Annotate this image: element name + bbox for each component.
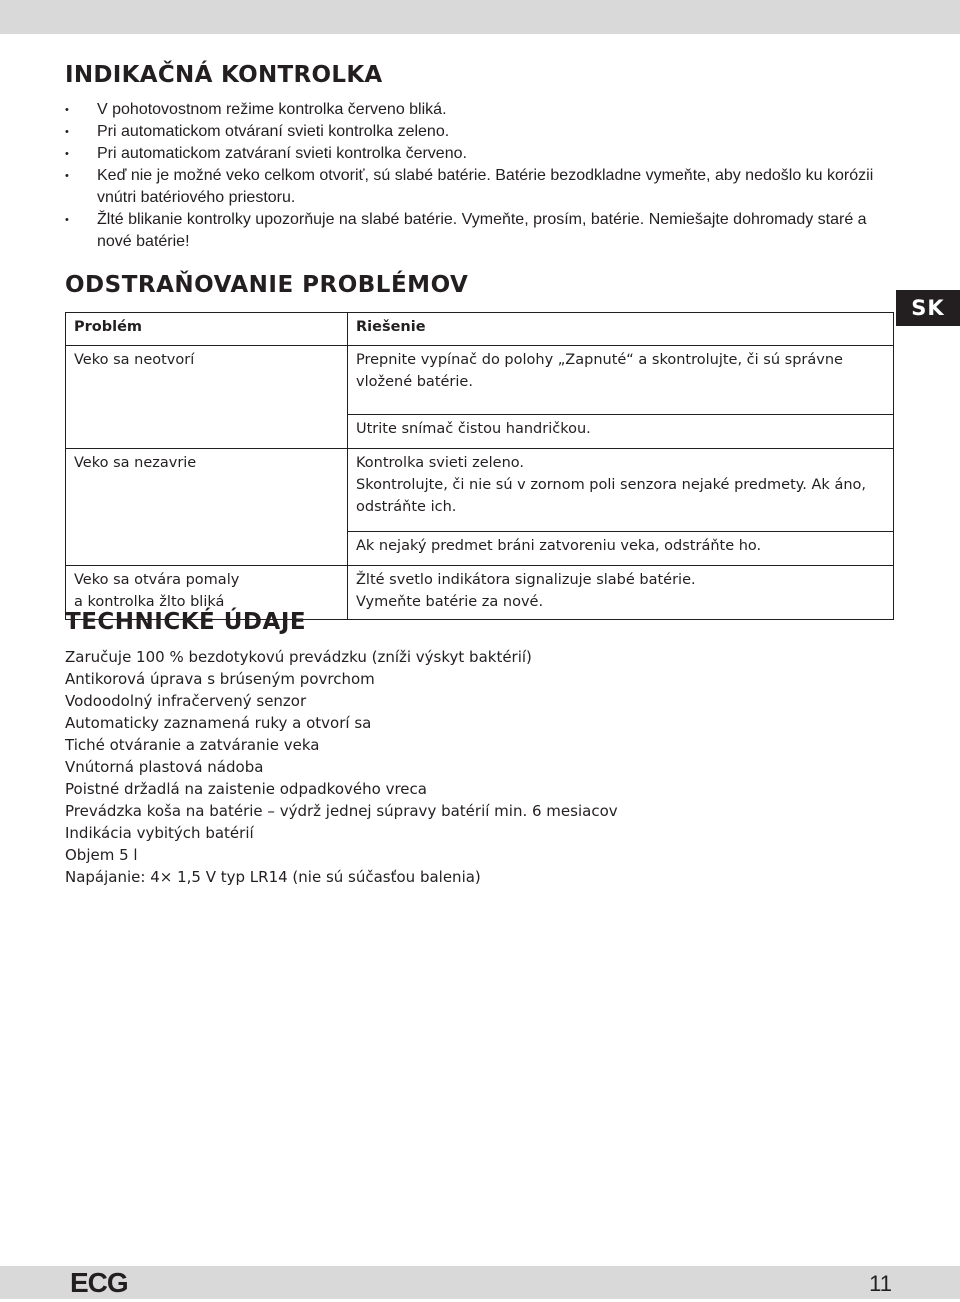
problem-cell: Veko sa neotvorí — [66, 346, 348, 449]
indicator-title: INDIKAČNÁ KONTROLKA — [65, 62, 383, 88]
brand-logo: ECG — [70, 1267, 128, 1298]
specs-list — [65, 646, 618, 888]
solution-cell: Ak nejaký predmet bráni zatvoreniu veka, odstráňte ho. — [348, 532, 894, 566]
indicator-item-text: Keď nie je možné veko celkom otvoriť, sú slabé batérie. Batérie bezodkladne vymeňte, aby nedošlo ku korózii vnútri batériového priestoru. — [97, 167, 874, 206]
bullet-icon: • — [65, 170, 69, 182]
problem-cell: Veko sa otvára pomaly a kontrolka žlto bliká — [66, 566, 348, 620]
specs-title: TECHNICKÉ ÚDAJE — [65, 609, 307, 635]
spec-item: Tiché otváranie a zatváranie veka — [65, 736, 320, 754]
troubleshooting-table — [65, 312, 894, 620]
table-row — [66, 346, 894, 415]
indicator-item-text: Pri automatickom otváraní svieti kontrolka zeleno. — [97, 123, 450, 140]
bullet-icon: • — [65, 104, 69, 116]
indicator-list — [65, 99, 905, 253]
solution-cell: Utrite snímač čistou handričkou. — [348, 415, 894, 449]
troubleshooting-body — [66, 346, 894, 620]
bullet-icon: • — [65, 126, 69, 138]
solution-cell: Prepnite vypínač do polohy „Zapnuté“ a skontrolujte, či sú správne vložené batérie. — [348, 346, 894, 415]
bullet-icon: • — [65, 148, 69, 160]
indicator-item-text: V pohotovostnom režime kontrolka červeno bliká. — [97, 101, 447, 118]
solution-cell: Žlté svetlo indikátora signalizuje slabé batérie. Vymeňte batérie za nové. — [348, 566, 894, 620]
spec-item: Vodoodolný infračervený senzor — [65, 692, 307, 710]
bullet-icon: • — [65, 214, 69, 226]
spec-item: Zaručuje 100 % bezdotykovú prevádzku (zníži výskyt baktérií) — [65, 648, 532, 666]
indicator-item — [65, 121, 905, 143]
spec-item: Napájanie: 4× 1,5 V typ LR14 (nie sú súčasťou balenia) — [65, 868, 481, 886]
problem-header: Problém — [66, 313, 348, 346]
spec-item: Vnútorná plastová nádoba — [65, 758, 264, 776]
solution-cell: Kontrolka svieti zeleno. Skontrolujte, či nie sú v zornom poli senzora nejaké predmety. Ak áno, odstráňte ich. — [348, 449, 894, 532]
indicator-item-text: Žlté blikanie kontrolky upozorňuje na slabé batérie. Vymeňte, prosím, batérie. Nemiešajte dohromady staré a nové batérie! — [97, 211, 867, 250]
spec-item: Antikorová úprava s brúseným povrchom — [65, 670, 375, 688]
spec-item: Objem 5 l — [65, 846, 138, 864]
page-number: 11 — [869, 1271, 892, 1296]
table-row — [66, 449, 894, 532]
language-tab: SK — [896, 290, 960, 326]
troubleshooting-title: ODSTRAŇOVANIE PROBLÉMOV — [65, 272, 469, 298]
problem-cell: Veko sa nezavrie — [66, 449, 348, 566]
spec-item: Indikácia vybitých batérií — [65, 824, 254, 842]
spec-item: Poistné držadlá na zaistenie odpadkového vreca — [65, 780, 427, 798]
indicator-item — [65, 209, 905, 253]
indicator-item — [65, 143, 905, 165]
solution-header: Riešenie — [348, 313, 894, 346]
top-bar — [0, 0, 960, 34]
indicator-item-text: Pri automatickom zatváraní svieti kontrolka červeno. — [97, 145, 467, 162]
indicator-item — [65, 99, 905, 121]
bottom-bar — [0, 1266, 960, 1299]
spec-item: Prevádzka koša na batérie – výdrž jednej súpravy batérií min. 6 mesiacov — [65, 802, 618, 820]
table-header-row — [66, 313, 894, 346]
indicator-item — [65, 165, 905, 209]
spec-item: Automaticky zaznamená ruky a otvorí sa — [65, 714, 372, 732]
